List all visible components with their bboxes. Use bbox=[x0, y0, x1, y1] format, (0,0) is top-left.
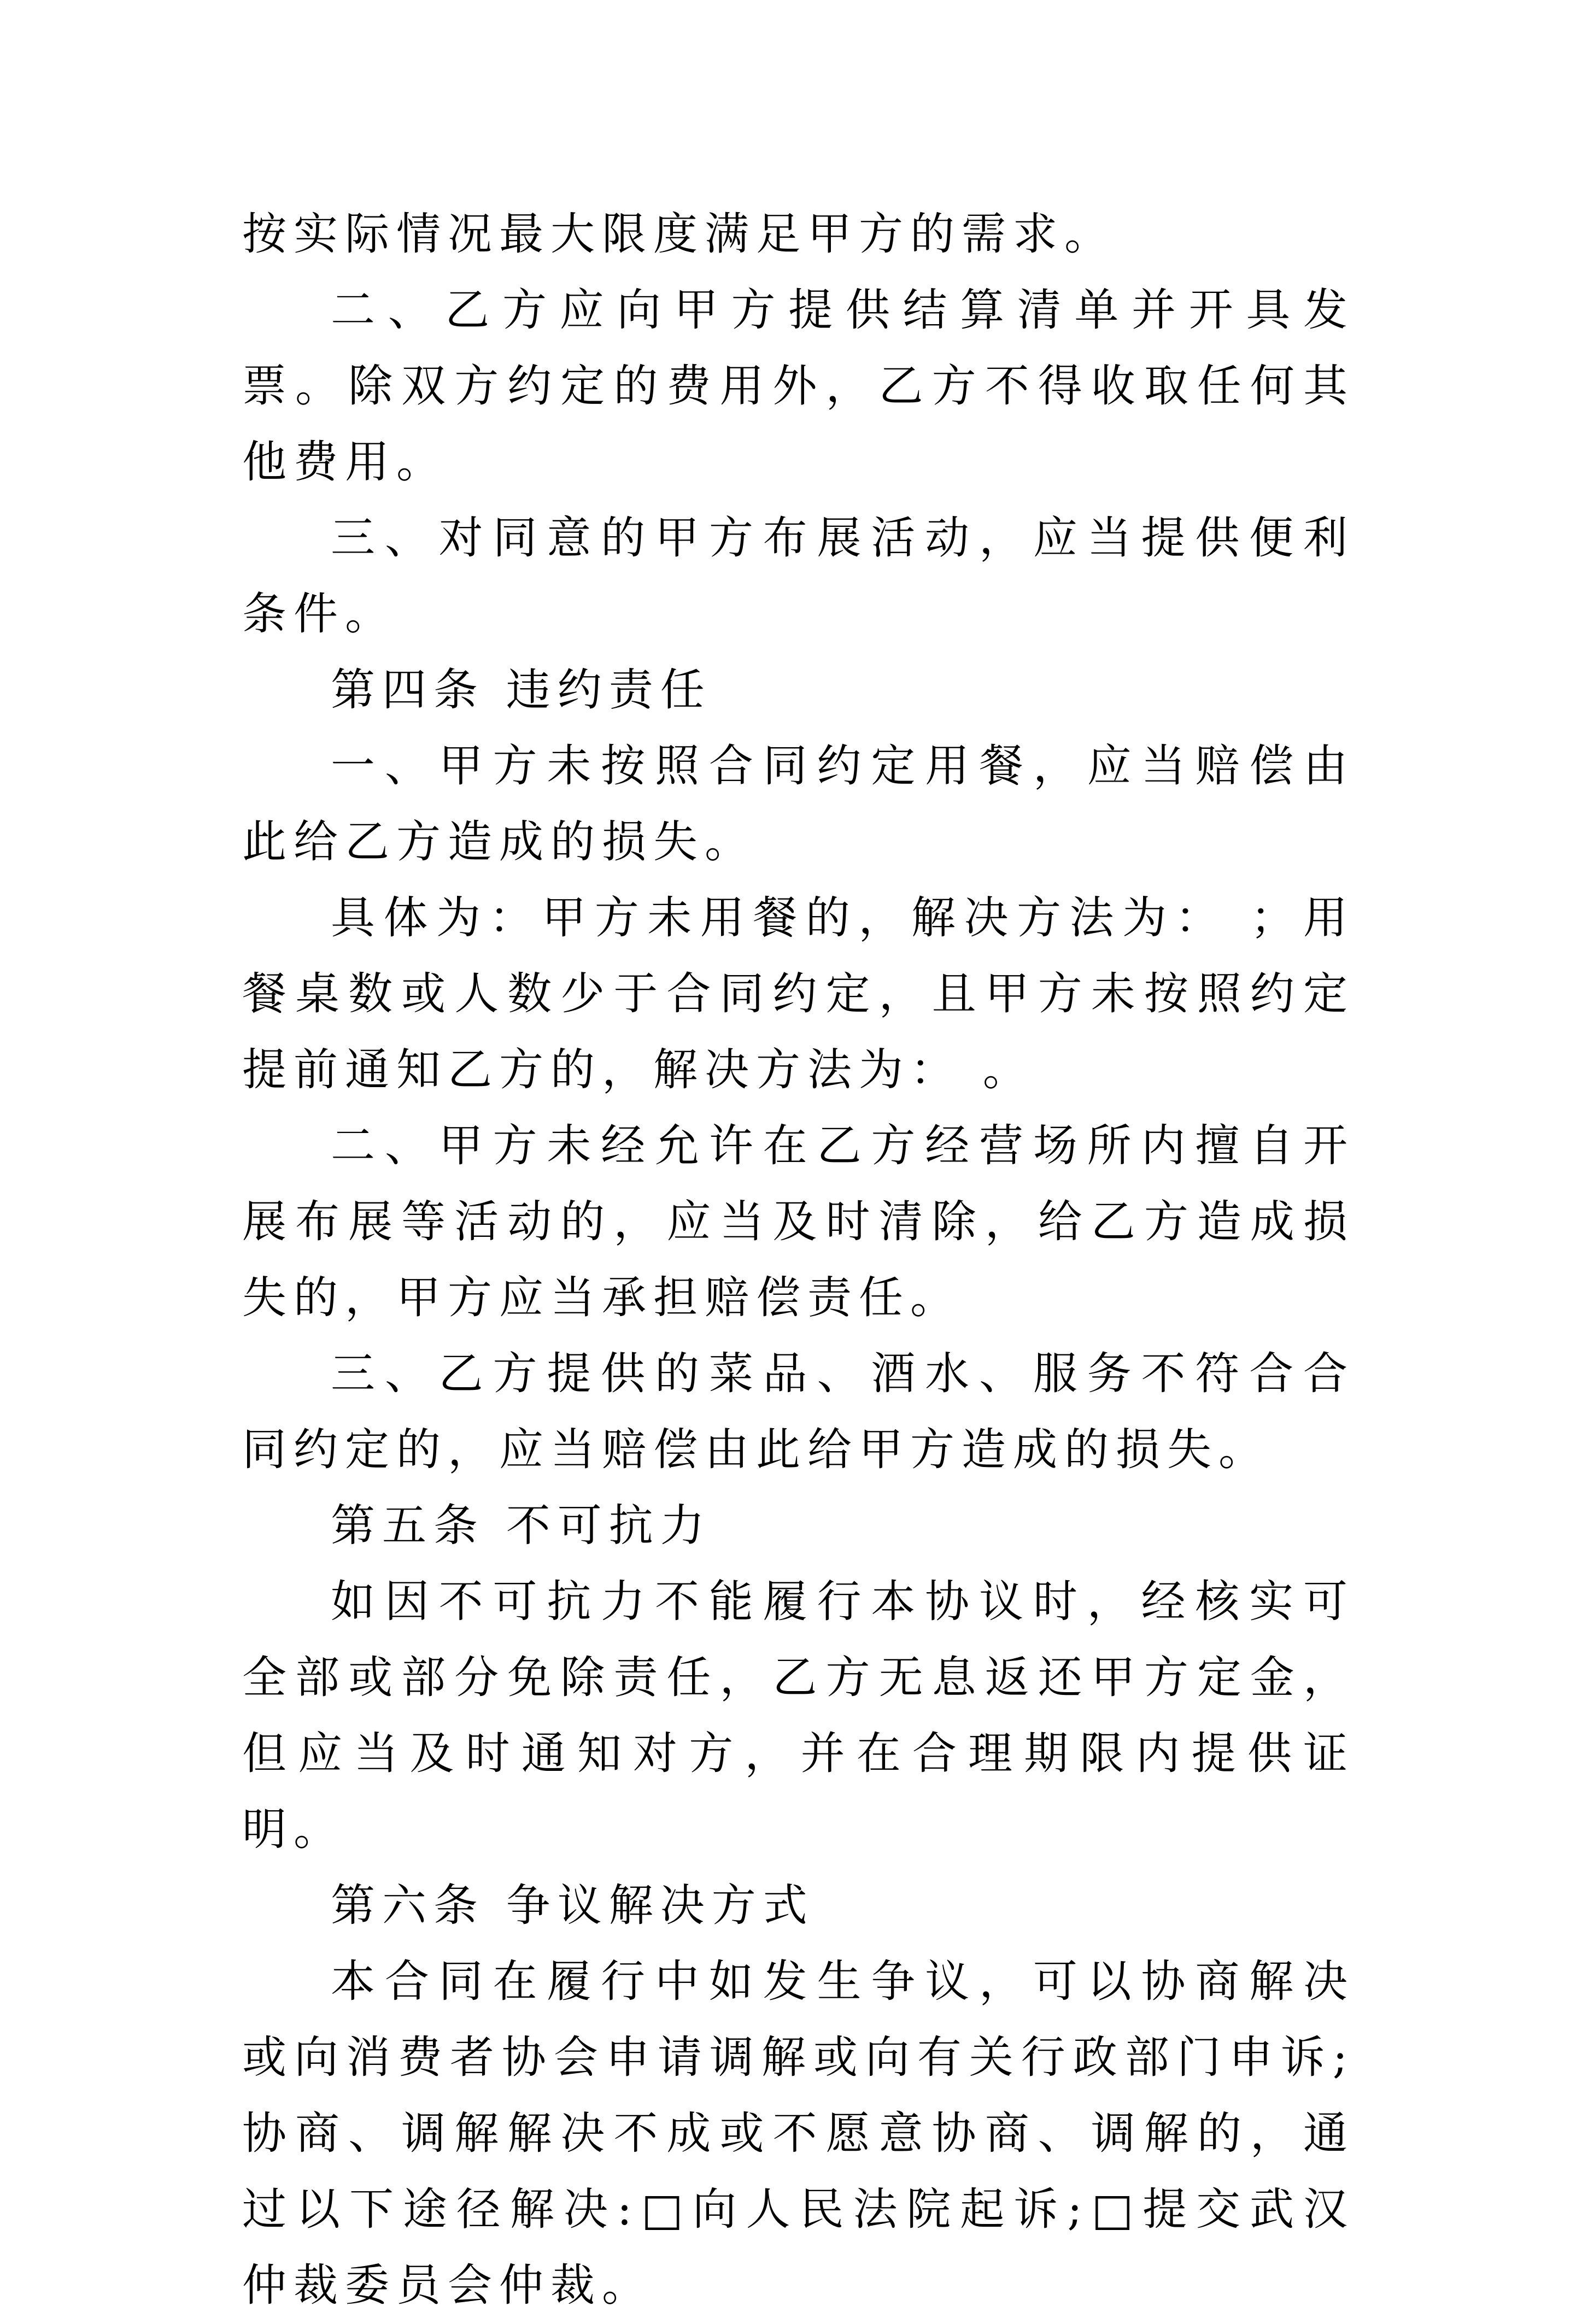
paragraph-dispute-resolution: 本合同在履行中如发生争议，可以协商解决或向消费者协会申请调解或向有关行政部门申诉;协商、调解解决不成或不愿意协商、调解的，通过以下途径解决:□向人民法院起诉;□提交武汉仲裁委员会仲裁。 bbox=[242, 1956, 1355, 2311]
paragraph-breach-details: 具体为：甲方未用餐的，解决方法为： ；用餐桌数或人数少于合同约定，且甲方未按照约定提前通知乙方的，解决方法为： 。 bbox=[242, 893, 1355, 1096]
paragraph-exhibition-support: 三、对同意的甲方布展活动，应当提供便利条件。 bbox=[242, 513, 1355, 640]
contract-body bbox=[242, 197, 1355, 2324]
paragraph-settlement-invoice: 二、乙方应向甲方提供结算清单并开具发票。除双方约定的费用外，乙方不得收取任何其他费用。 bbox=[242, 285, 1355, 488]
paragraph-breach-party-a: 一、甲方未按照合同约定用餐，应当赔偿由此给乙方造成的损失。 bbox=[242, 741, 1355, 868]
article-4-heading: 第四条 违约责任 bbox=[331, 665, 712, 716]
paragraph-unauthorized-exhibition: 二、甲方未经允许在乙方经营场所内擅自开展布展等活动的，应当及时清除，给乙方造成损失的，甲方应当承担赔偿责任。 bbox=[242, 1120, 1355, 1324]
paragraph-force-majeure: 如因不可抗力不能履行本协议时，经核实可全部或部分免除责任，乙方无息返还甲方定金，但应当及时通知对方，并在合理期限内提供证明。 bbox=[242, 1576, 1355, 1856]
paragraph-continuation: 按实际情况最大限度满足甲方的需求。 bbox=[242, 209, 1116, 260]
article-5-heading: 第五条 不可抗力 bbox=[331, 1500, 712, 1552]
article-6-heading: 第六条 争议解决方式 bbox=[331, 1880, 815, 1932]
paragraph-breach-party-b: 三、乙方提供的菜品、酒水、服务不符合合同约定的，应当赔偿由此给甲方造成的损失。 bbox=[242, 1348, 1355, 1476]
